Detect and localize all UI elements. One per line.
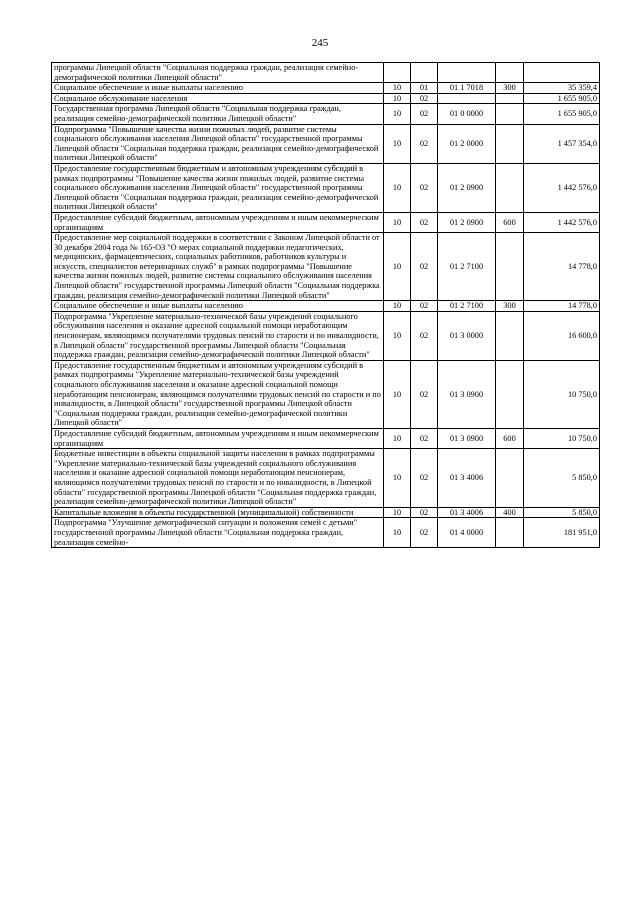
row-section-cell: 10 [384,104,411,124]
row-subsection-cell: 02 [411,449,438,508]
table-row [52,428,600,448]
row-expense-type-cell [496,518,524,548]
row-target-article-cell [438,63,496,83]
row-subsection-cell: 02 [411,301,438,312]
row-amount-cell: 14 778,0 [524,301,600,312]
row-name-cell: Предоставление мер социальной поддержки в соответствии с Законом Липецкой области от 30 декабря 2004 года № 165-ОЗ "О мерах социальной поддержки педагогических, медицинских, фармацевтических, социальных работников, работников культуры и искусств, специалистов ветеринарных служб" в рамках подпрограммы "Повышение качества жизни пожилых людей, развитие системы социального обслуживания населения Липецкой области" государственной программы Липецкой области "Социальная поддержка граждан, реализация семейно-демографической политики Липецкой области" [52,233,384,301]
row-expense-type-cell [496,233,524,301]
row-subsection-cell: 02 [411,104,438,124]
row-subsection-cell: 02 [411,212,438,232]
row-name-cell: Предоставление субсидий бюджетным, автономным учреждениям и иным некоммерческим организациям [52,212,384,232]
row-expense-type-cell [496,311,524,360]
row-amount-cell: 1 655 905,0 [524,93,600,104]
row-subsection-cell: 01 [411,83,438,94]
row-target-article-cell: 01 2 0900 [438,212,496,232]
row-name-cell: Предоставление государственным бюджетным и автономным учреждениям субсидий в рамках подпрограммы "Укрепление материально-технической базы учреждений социального обслуживания населения и оказание адресной социальной помощи неработающим пенсионерам, являющимся получателями трудовых пенсий по старости и по инвалидности, в Липецкой области" государственной программы Липецкой области "Социальная поддержка граждан, реализация семейно-демографической политики Липецкой области" [52,360,384,428]
row-amount-cell: 10 750,0 [524,428,600,448]
row-target-article-cell: 01 3 4006 [438,449,496,508]
row-section-cell: 10 [384,360,411,428]
row-expense-type-cell: 600 [496,212,524,232]
row-amount-cell: 14 778,0 [524,233,600,301]
row-name-cell: Капитальные вложения в объекты государственной (муниципальной) собственности [52,507,384,518]
row-expense-type-cell [496,360,524,428]
row-target-article-cell: 01 0 0000 [438,104,496,124]
row-amount-cell: 181 951,0 [524,518,600,548]
row-amount-cell: 1 442 576,0 [524,212,600,232]
table-row [52,311,600,360]
row-subsection-cell: 02 [411,93,438,104]
row-amount-cell: 5 850,0 [524,449,600,508]
row-name-cell: Социальное обслуживание населения [52,93,384,104]
row-subsection-cell: 02 [411,507,438,518]
table-row [52,360,600,428]
row-expense-type-cell [496,163,524,212]
row-amount-cell: 1 655 905,0 [524,104,600,124]
row-section-cell: 10 [384,428,411,448]
row-expense-type-cell: 300 [496,301,524,312]
row-expense-type-cell: 600 [496,428,524,448]
row-target-article-cell: 01 2 7100 [438,301,496,312]
table-row [52,63,600,83]
row-subsection-cell: 02 [411,124,438,163]
row-amount-cell: 16 600,0 [524,311,600,360]
row-name-cell: Бюджетные инвестиции в объекты социальной защиты населения в рамках подпрограммы "Укрепление материально-технической базы учреждений социального обслуживания населения и оказание адресной социальной помощи неработающим пенсионерам, являющимся получателями трудовых пенсий по старости и по инвалидности, в Липецкой области" государственной программы Липецкой области "Социальная поддержка граждан, реализация семейно-демографической политики Липецкой области" [52,449,384,508]
row-name-cell: Социальное обеспечение и иные выплаты населению [52,83,384,94]
row-expense-type-cell [496,104,524,124]
row-target-article-cell [438,93,496,104]
table-row [52,93,600,104]
row-expense-type-cell: 400 [496,507,524,518]
row-target-article-cell: 01 3 0900 [438,428,496,448]
row-expense-type-cell: 300 [496,83,524,94]
row-section-cell: 10 [384,518,411,548]
row-name-cell: программы Липецкой области "Социальная поддержка граждан, реализация семейно-демографической политики Липецкой области" [52,63,384,83]
row-section-cell: 10 [384,124,411,163]
table-row [52,233,600,301]
row-section-cell: 10 [384,311,411,360]
row-expense-type-cell [496,93,524,104]
row-expense-type-cell [496,124,524,163]
row-subsection-cell [411,63,438,83]
row-target-article-cell: 01 3 0000 [438,311,496,360]
row-amount-cell [524,63,600,83]
row-subsection-cell: 02 [411,163,438,212]
row-section-cell: 10 [384,212,411,232]
budget-table-body [52,63,600,548]
table-row [52,449,600,508]
row-subsection-cell: 02 [411,311,438,360]
table-row [52,124,600,163]
row-name-cell: Государственная программа Липецкой области "Социальная поддержка граждан, реализация семейно-демографической политики Липецкой области" [52,104,384,124]
row-expense-type-cell [496,449,524,508]
row-amount-cell: 5 850,0 [524,507,600,518]
row-name-cell: Социальное обеспечение и иные выплаты населению [52,301,384,312]
row-target-article-cell: 01 1 7018 [438,83,496,94]
row-expense-type-cell [496,63,524,83]
row-target-article-cell: 01 4 0000 [438,518,496,548]
row-amount-cell: 1 457 354,0 [524,124,600,163]
row-name-cell: Подпрограмма "Укрепление материально-технической базы учреждений социального обслуживания населения и оказание адресной социальной помощи неработающим пенсионерам, являющимся получателями трудовых пенсий по старости и по инвалидности, в Липецкой области" государственной программы Липецкой области "Социальная поддержка граждан, реализация семейно-демографической политики Липецкой области" [52,311,384,360]
row-section-cell: 10 [384,93,411,104]
row-target-article-cell: 01 2 7100 [438,233,496,301]
row-section-cell: 10 [384,507,411,518]
table-row [52,212,600,232]
table-row [52,163,600,212]
table-row [52,104,600,124]
row-name-cell: Подпрограмма "Повышение качества жизни пожилых людей, развитие системы социального обслуживания населения Липецкой области" государственной программы Липецкой области "Социальная поддержка граждан, реализация семейно-демографической политики Липецкой области" [52,124,384,163]
row-section-cell: 10 [384,301,411,312]
row-subsection-cell: 02 [411,428,438,448]
budget-table [51,62,600,548]
row-section-cell: 10 [384,83,411,94]
row-section-cell [384,63,411,83]
row-amount-cell: 10 750,0 [524,360,600,428]
row-section-cell: 10 [384,163,411,212]
row-amount-cell: 35 359,4 [524,83,600,94]
row-section-cell: 10 [384,233,411,301]
table-row [52,83,600,94]
row-target-article-cell: 01 2 0000 [438,124,496,163]
row-name-cell: Предоставление государственным бюджетным и автономным учреждениям субсидий в рамках подпрограммы "Повышение качества жизни пожилых людей, развитие системы социального обслуживания населения Липецкой области" государственной программы Липецкой области "Социальная поддержка граждан, реализация семейно-демографической политики Липецкой области" [52,163,384,212]
row-section-cell: 10 [384,449,411,508]
table-row [52,507,600,518]
row-target-article-cell: 01 3 0900 [438,360,496,428]
page-number: 245 [311,37,329,49]
row-target-article-cell: 01 3 4006 [438,507,496,518]
table-row [52,518,600,548]
row-amount-cell: 1 442 576,0 [524,163,600,212]
row-subsection-cell: 02 [411,518,438,548]
table-row [52,301,600,312]
row-subsection-cell: 02 [411,360,438,428]
row-name-cell: Подпрограмма "Улучшение демографической ситуации и положения семей с детьми" государственной программы Липецкой области "Социальная поддержка граждан, реализация семейно- [52,518,384,548]
row-target-article-cell: 01 2 0900 [438,163,496,212]
row-name-cell: Предоставление субсидий бюджетным, автономным учреждениям и иным некоммерческим организациям [52,428,384,448]
row-subsection-cell: 02 [411,233,438,301]
